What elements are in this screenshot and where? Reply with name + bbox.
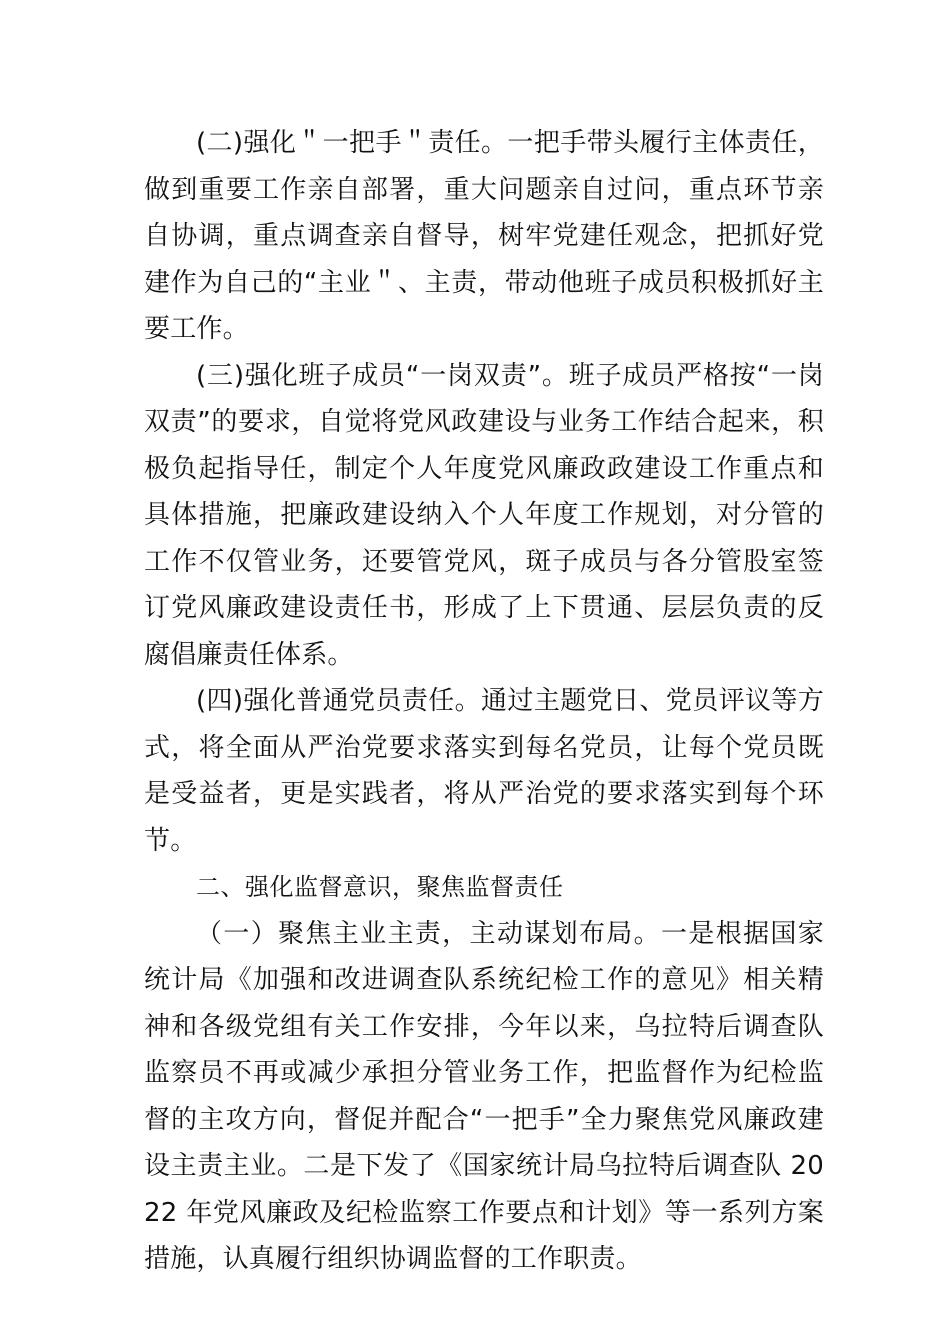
paragraph-strengthen-leader-responsibility: (二)强化＂一把手＂责任。一把手带头履行主体责任， 做到重要工作亲自部署，重大问题亲自过问，重点环节亲自协调，重点调查亲自督导，树牢党建任观念，把抓好党建作为自己的“主业＂、主责，带动他班子成员积极抓好主要工作。 [144, 128, 824, 344]
paragraph-strengthen-party-member-responsibility: (四)强化普通党员责任。通过主题党日、党员评议等方式，将全面从严治党要求落实到每名党员，让每个党员既是受益者，更是实践者，将从严治党的要求落实到每个环节。 [144, 686, 824, 856]
paragraph-strengthen-team-dual-duty: (三)强化班子成员“一岗双责”。班子成员严格按“一岗双责”的要求，自觉将党风政建设与业务工作结合起来，积极负起指导任，制定个人年度党风廉政政建设工作重点和具体措施，把廉政建设纳入个人年度工作规划，对分管的工作不仅管业务，还要管党风，斑子成员与各分管股室签订党风廉政建设责任书，形成了上下贯通、层层负责的反腐倡廉责任体系。 [144, 360, 824, 670]
section-heading-supervision: 二、强化监督意识，聚焦监督责任 [196, 873, 564, 901]
paragraph-focus-main-duty: （一）聚焦主业主责，主动谋划布局。一是根据国家统计局《加强和改进调查队系统纪检工作的意见》相关精神和各级党组有关工作安排，今年以来，乌拉特后调查队监察员不再或减少承担分管业务工作，把监督作为纪检监督的主攻方向，督促并配合“一把手”全力聚焦党风廉政建设主责主业。二是下发了《国家统计局乌拉特后调查队 2022 年党风廉政及纪检监察工作要点和计划》等一系列方案措施，认真履行组织协调监督的工作职责。 [144, 918, 824, 1274]
document-body [144, 120, 824, 1283]
